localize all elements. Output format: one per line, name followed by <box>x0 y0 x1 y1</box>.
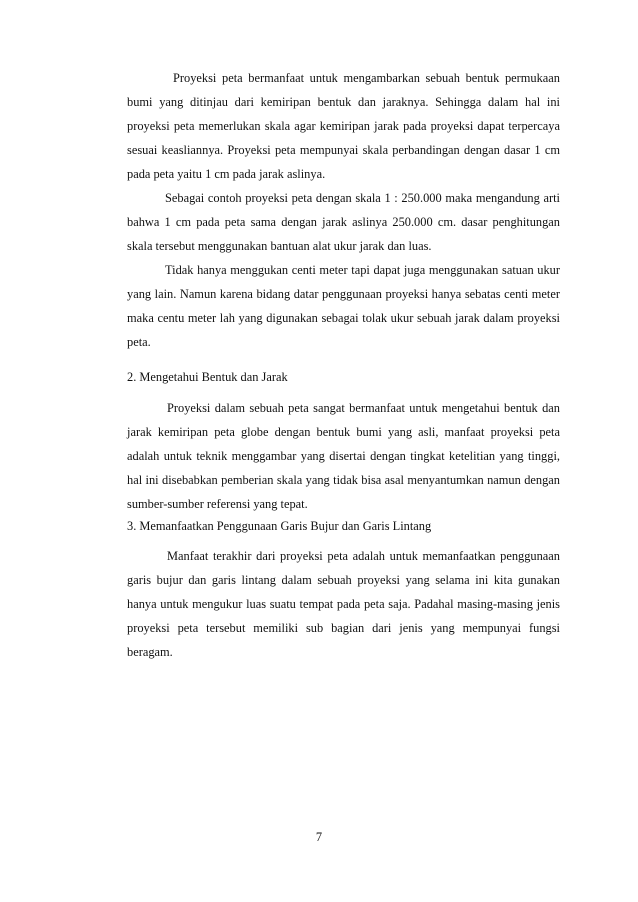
paragraph-longitude-latitude: Manfaat terakhir dari proyeksi peta adalah untuk memanfaatkan penggunaan garis bujur dan garis lintang dalam sebuah proyeksi yang selama ini kita gunakan hanya untuk mengukur luas suatu tempat pada peta saja. Padahal masing-masing jenis proyeksi peta tersebut memiliki sub bagian dari jenis yang mempunyai fungsi beragam. <box>127 549 560 659</box>
section-heading-longitude-latitude: 3. Memanfaatkan Penggunaan Garis Bujur dan Garis Lintang <box>127 519 432 533</box>
page-number: 7 <box>315 830 323 844</box>
paragraph-other-units: Tidak hanya menggukan centi meter tapi dapat juga menggunakan satuan ukur yang lain. Namun karena bidang datar penggunaan proyeksi hanya sebatas centi meter maka centu meter lah yang digunakan sebagai tolak ukur sebuah jarak dalam proyeksi peta. <box>127 263 560 349</box>
section-heading-shape-distance: 2. Mengetahui Bentuk dan Jarak <box>127 370 288 384</box>
paragraph-shape-distance: Proyeksi dalam sebuah peta sangat bermanfaat untuk mengetahui bentuk dan jarak kemiripan peta globe dengan bentuk bumi yang asli, manfaat proyeksi peta adalah untuk teknik menggambar yang disertai dengan tingkat ketelitian yang tinggi, hal ini disebabkan pemberian skala yang tidak bisa asal menyantumkan namun dengan sumber-sumber referensi yang tepat. <box>127 401 560 511</box>
paragraph-scale-example: Sebagai contoh proyeksi peta dengan skala 1 : 250.000 maka mengandung arti bahwa 1 cm pada peta sama dengan jarak aslinya 250.000 cm. dasar penghitungan skala tersebut menggunakan bantuan alat ukur jarak dan luas. <box>127 191 560 253</box>
paragraph-map-projection-benefit: Proyeksi peta bermanfaat untuk mengambarkan sebuah bentuk permukaan bumi yang ditinjau dari kemiripan bentuk dan jaraknya. Sehingga dalam hal ini proyeksi peta memerlukan skala agar kemiripan jarak pada proyeksi dapat terpercaya sesuai keasliannya. Proyeksi peta mempunyai skala perbandingan dengan dasar 1 cm pada peta yaitu 1 cm pada jarak aslinya. <box>127 71 560 181</box>
